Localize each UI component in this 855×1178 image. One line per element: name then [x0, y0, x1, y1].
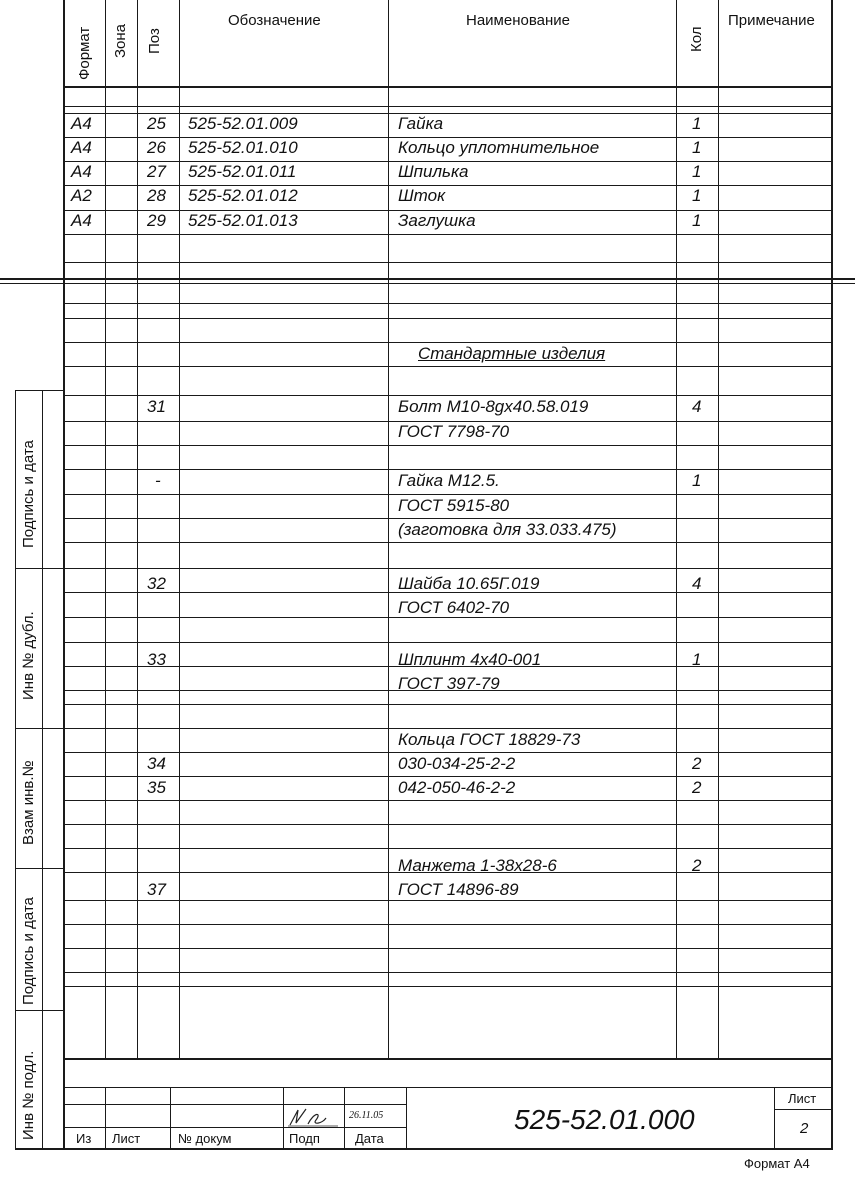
tb-data: Дата [355, 1131, 384, 1146]
part-name: Шток [398, 186, 446, 205]
tb-designation: 525-52.01.000 [514, 1104, 695, 1135]
row-line [63, 752, 833, 753]
signature-date: 26.11.05 [349, 1110, 384, 1121]
std-name: Шайба 10.65Г.019 [398, 574, 540, 593]
row-line [63, 494, 833, 495]
std-qty: 4 [692, 574, 702, 593]
side-inv-dubl: Инв № дубл. [20, 611, 37, 700]
row-line [63, 972, 833, 973]
std-name: Манжета 1-38х28-6 [398, 856, 557, 875]
tb-col [406, 1087, 407, 1149]
row-line [63, 469, 833, 470]
part-name: Шпилька [398, 162, 469, 181]
header-name: Наименование [466, 12, 570, 29]
format-footer: Формат А4 [744, 1156, 810, 1171]
side-strip-inner [42, 390, 43, 1150]
row-line [63, 234, 833, 235]
row-line [63, 900, 833, 901]
std-name: ГОСТ 6402-70 [398, 598, 510, 617]
row-line [63, 262, 833, 263]
part-designation: 525-52.01.013 [188, 211, 298, 230]
part-format: А4 [71, 114, 92, 133]
std-qty: 1 [692, 650, 702, 669]
row-line [63, 728, 833, 729]
header-bottom-line [63, 86, 833, 88]
part-pos: 29 [147, 211, 166, 230]
std-name: ГОСТ 7798-70 [398, 422, 510, 441]
part-designation: 525-52.01.009 [188, 114, 298, 133]
std-name: Шплинт 4х40-001 [398, 650, 542, 669]
row-line [63, 986, 833, 987]
tb-row-line [774, 1109, 833, 1110]
row-line [63, 704, 833, 705]
header-format: Формат [76, 26, 93, 80]
std-name: 042-050-46-2-2 [398, 778, 516, 797]
part-format: А4 [71, 138, 92, 157]
section-title: Стандартные изделия [418, 344, 606, 363]
row-line [63, 445, 833, 446]
std-pos: 35 [147, 778, 166, 797]
side-vzam-inv: Взам инв.№ [20, 760, 37, 845]
tb-col [105, 1087, 106, 1149]
std-pos: 37 [147, 880, 166, 899]
header-qty: Кол [688, 26, 705, 52]
tb-upper-line [406, 1087, 833, 1088]
frame-left-line [63, 0, 65, 1150]
tb-list: Лист [112, 1131, 141, 1146]
row-line [63, 395, 833, 396]
row-line [63, 800, 833, 801]
side-sign-date-1: Подпись и дата [20, 440, 37, 548]
row-line [63, 303, 833, 304]
tb-row-line [63, 1087, 407, 1088]
double-line-2 [0, 283, 855, 284]
header-zone: Зона [112, 23, 129, 58]
tb-col [283, 1087, 284, 1149]
std-pos: 31 [147, 397, 166, 416]
row-line [63, 848, 833, 849]
tb-doc-no: № докум [178, 1131, 232, 1146]
row-line [63, 342, 833, 343]
tb-row-line [63, 1127, 407, 1128]
tb-col [774, 1087, 775, 1149]
frame-bottom-line [15, 1148, 833, 1150]
row-line [63, 518, 833, 519]
side-strip-left [15, 390, 16, 1150]
part-designation: 525-52.01.011 [188, 162, 297, 181]
frame-right-line [831, 0, 833, 1150]
row-line [63, 542, 833, 543]
row-line [63, 366, 833, 367]
row-line [63, 106, 833, 107]
side-inv-podl: Инв № подл. [20, 1050, 37, 1140]
part-qty: 1 [692, 162, 702, 181]
part-name: Кольцо уплотнительное [398, 138, 600, 157]
part-designation: 525-52.01.012 [188, 186, 298, 205]
tb-iz: Из [76, 1131, 92, 1146]
double-line-1 [0, 278, 855, 280]
std-qty: 2 [692, 754, 702, 773]
tb-podp: Подп [289, 1131, 320, 1146]
std-name: ГОСТ 397-79 [398, 674, 500, 693]
header-designation: Обозначение [228, 12, 321, 29]
tb-row-line [63, 1104, 407, 1105]
row-line [63, 318, 833, 319]
std-qty: 4 [692, 397, 702, 416]
row-line [63, 568, 833, 569]
header-pos: Поз [146, 28, 163, 54]
part-format: А2 [71, 186, 92, 205]
std-pos: 34 [147, 754, 166, 773]
part-qty: 1 [692, 186, 702, 205]
header-note: Примечание [728, 12, 815, 29]
std-qty: 2 [692, 778, 702, 797]
tb-col [344, 1087, 345, 1149]
part-name: Заглушка [398, 211, 476, 230]
part-pos: 26 [147, 138, 166, 157]
side-sep [15, 1010, 65, 1011]
part-name: Гайка [398, 114, 444, 133]
std-qty: 1 [692, 471, 702, 490]
row-line [63, 113, 833, 114]
row-line [63, 642, 833, 643]
part-format: А4 [71, 211, 92, 230]
side-sep [15, 868, 65, 869]
row-line [63, 776, 833, 777]
tb-col [170, 1087, 171, 1149]
side-sign-date-2: Подпись и дата [20, 897, 37, 1005]
signature [286, 1106, 342, 1128]
part-pos: 25 [147, 114, 166, 133]
side-sep [15, 390, 65, 391]
part-qty: 1 [692, 138, 702, 157]
std-name: (заготовка для 33.033.475) [398, 520, 617, 539]
std-name: ГОСТ 14896-89 [398, 880, 519, 899]
part-designation: 525-52.01.010 [188, 138, 298, 157]
std-pos: 33 [147, 650, 166, 669]
part-format: А4 [71, 162, 92, 181]
part-pos: 28 [147, 186, 166, 205]
row-line [63, 824, 833, 825]
std-pos: 32 [147, 574, 166, 593]
tb-top-line [63, 1058, 833, 1060]
std-qty: 2 [692, 856, 702, 875]
std-name: Болт М10-8gх40.58.019 [398, 397, 589, 416]
row-line [63, 185, 833, 186]
std-name: Гайка М12.5. [398, 471, 500, 490]
row-line [63, 924, 833, 925]
std-name: 030-034-25-2-2 [398, 754, 516, 773]
std-name: ГОСТ 5915-80 [398, 496, 510, 515]
std-pos: - [155, 471, 161, 490]
part-pos: 27 [147, 162, 166, 181]
side-sep [15, 568, 65, 569]
tb-sheet-no: 2 [800, 1120, 809, 1137]
row-line [63, 948, 833, 949]
part-qty: 1 [692, 211, 702, 230]
part-qty: 1 [692, 114, 702, 133]
tb-sheet-label: Лист [788, 1091, 817, 1106]
side-sep [15, 728, 65, 729]
std-name: Кольца ГОСТ 18829-73 [398, 730, 581, 749]
